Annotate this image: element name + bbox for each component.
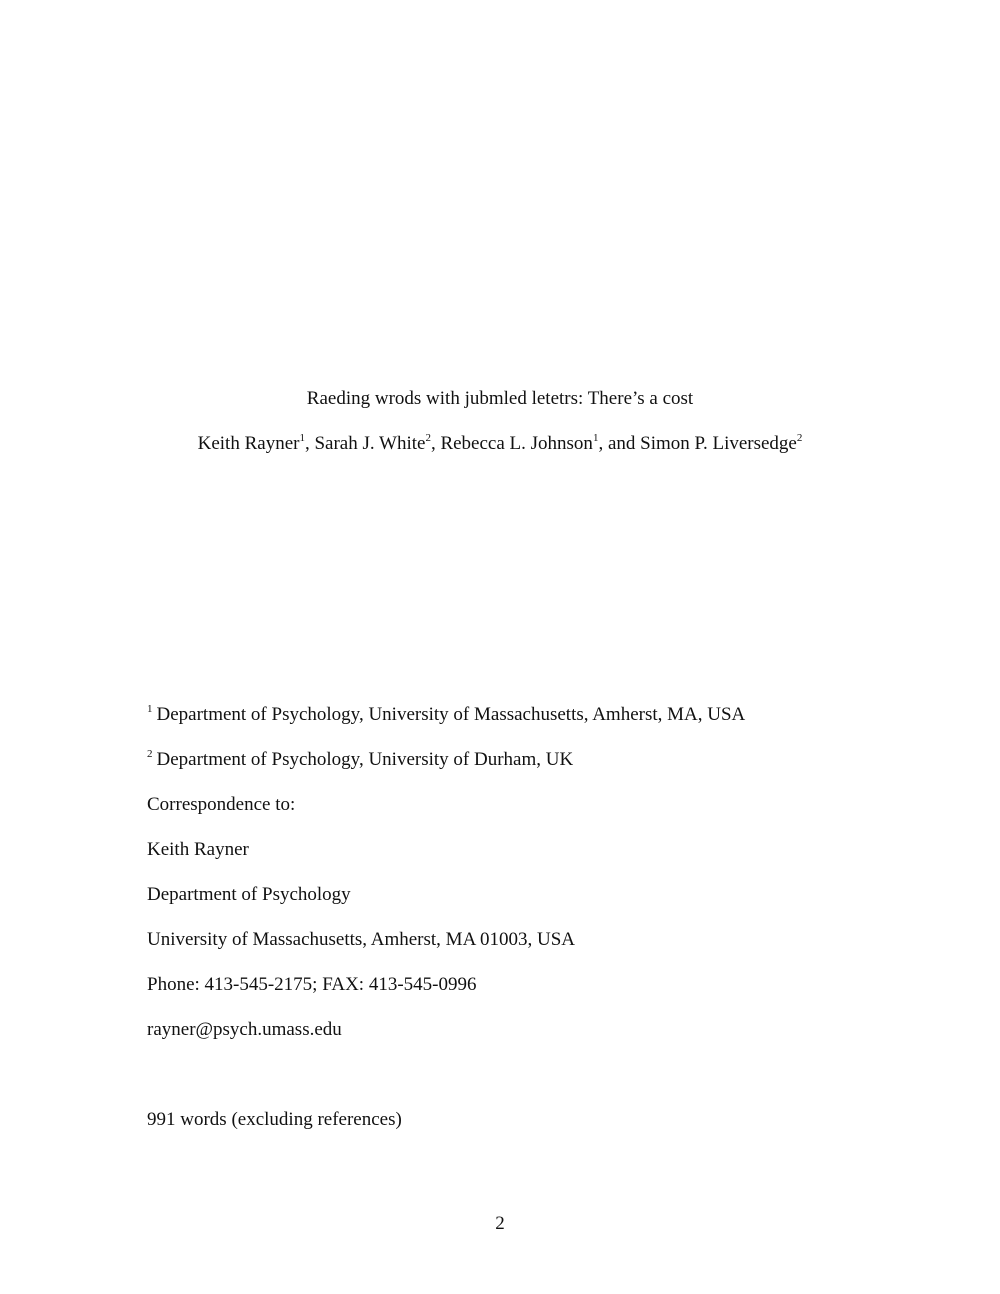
word-count: 991 words (excluding references) xyxy=(147,1109,402,1130)
correspondence-phone-fax: Phone: 413-545-2175; FAX: 413-545-0996 xyxy=(147,974,477,995)
affiliation-text: Department of Psychology, University of Durham, UK xyxy=(156,749,574,770)
author-name: Keith Rayner xyxy=(197,433,300,454)
author-name: Simon P. Liversedge xyxy=(640,433,797,454)
author-list xyxy=(0,433,1000,456)
author-affiliation-mark: 1 xyxy=(592,432,599,444)
author-affiliation-mark: 2 xyxy=(796,432,803,444)
author-affiliation-mark: 1 xyxy=(299,432,305,444)
correspondence-department: Department of Psychology xyxy=(147,884,351,905)
correspondence-name: Keith Rayner xyxy=(147,839,249,860)
affiliation-line xyxy=(147,704,745,727)
author-affiliation-mark: 2 xyxy=(425,432,431,444)
author-name: Rebecca L. Johnson xyxy=(440,433,593,454)
correspondence-address: University of Massachusetts, Amherst, MA 01003, USA xyxy=(147,929,576,950)
paper-title: Raeding wrods with jubmled letetrs: There’s a cost xyxy=(306,388,694,409)
affiliation-text: Department of Psychology, University of Massachusetts, Amherst, MA, USA xyxy=(156,704,746,725)
author-separator: , and xyxy=(598,433,641,454)
affiliation-number: 1 xyxy=(147,703,153,715)
correspondence-email: rayner@psych.umass.edu xyxy=(147,1019,342,1040)
author-name: Sarah J. White xyxy=(314,433,426,454)
correspondence-label: Correspondence to: xyxy=(147,794,296,815)
affiliation-line xyxy=(147,749,573,772)
affiliation-number: 2 xyxy=(147,748,153,760)
author-separator: , xyxy=(304,433,315,454)
author-separator: , xyxy=(430,433,441,454)
page-number: 2 xyxy=(495,1213,505,1234)
